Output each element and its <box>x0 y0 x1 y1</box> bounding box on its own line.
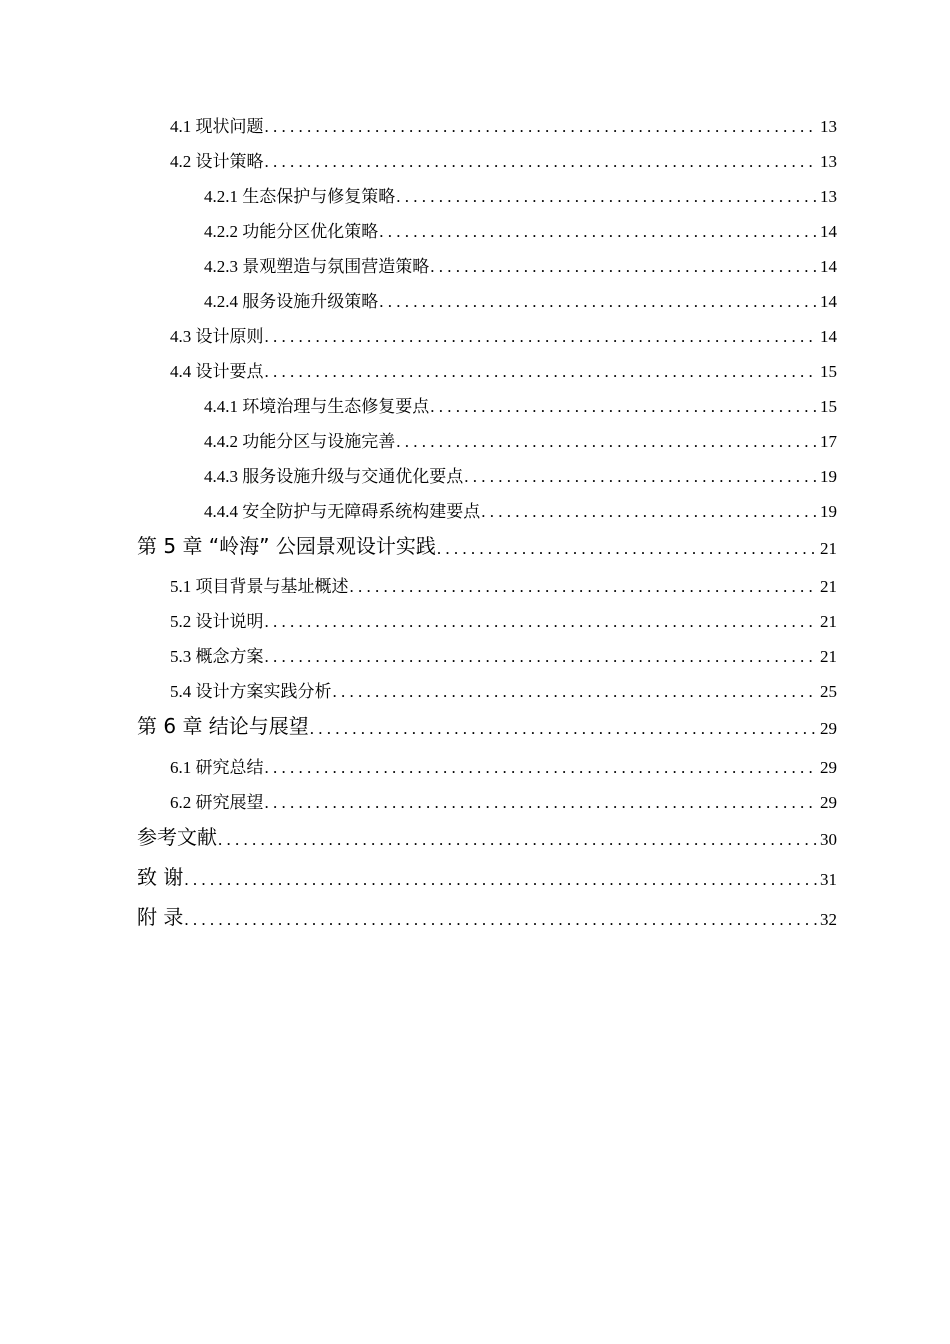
toc-entry-page-number: 13 <box>820 117 837 136</box>
dot-leader <box>333 682 819 704</box>
toc-entry-page-number: 29 <box>820 793 837 812</box>
toc-entry-4-2-3[interactable] <box>204 253 837 279</box>
toc-entry-page-number: 21 <box>820 612 837 631</box>
dot-leader <box>265 152 819 174</box>
toc-entry-page-number: 14 <box>820 257 837 276</box>
dot-leader <box>481 502 818 524</box>
toc-entry-4-4-3[interactable] <box>204 463 837 489</box>
toc-entry-page-number: 21 <box>820 539 837 558</box>
dot-leader <box>265 362 819 384</box>
toc-entry-4-4-4[interactable] <box>204 498 837 524</box>
toc-entry-title: 第 5 章 “岭海” 公园景观设计实践 <box>137 535 436 558</box>
toc-entry-acknowledgements[interactable] <box>137 866 837 892</box>
toc-entry-page-number: 21 <box>820 577 837 596</box>
toc-entry-page-number: 14 <box>820 222 837 241</box>
toc-entry-title: 4.1 现状问题 <box>170 117 264 136</box>
toc-entry-page-number: 15 <box>820 397 837 416</box>
toc-entry-title: 5.1 项目背景与基址概述 <box>170 577 349 596</box>
dot-leader <box>265 327 819 349</box>
toc-entry-page-number: 29 <box>820 758 837 777</box>
dot-leader <box>396 187 818 209</box>
toc-entry-title: 4.2.2 功能分区优化策略 <box>204 222 379 241</box>
dot-leader <box>265 117 819 139</box>
toc-entry-page-number: 29 <box>820 719 837 738</box>
toc-entry-page-number: 31 <box>820 870 837 889</box>
toc-entry-title: 参考文献 <box>137 826 217 849</box>
toc-entry-title: 4.3 设计原则 <box>170 327 264 346</box>
toc-entry-title: 6.1 研究总结 <box>170 758 264 777</box>
toc-entry-page-number: 14 <box>820 327 837 346</box>
toc-entry-page-number: 14 <box>820 292 837 311</box>
toc-entry-page-number: 25 <box>820 682 837 701</box>
dot-leader <box>430 397 818 419</box>
dot-leader <box>265 647 819 669</box>
toc-entry-4-1[interactable] <box>170 113 837 139</box>
toc-entry-page-number: 13 <box>820 152 837 171</box>
toc-entry-4-2-2[interactable] <box>204 218 837 244</box>
toc-entry-title: 致 谢 <box>137 866 184 889</box>
dot-leader <box>310 719 818 741</box>
toc-entry-title: 4.4 设计要点 <box>170 362 264 381</box>
toc-entry-title: 4.2.3 景观塑造与氛围营造策略 <box>204 257 430 276</box>
toc-entry-page-number: 21 <box>820 647 837 666</box>
dot-leader <box>379 222 818 244</box>
toc-entry-appendix[interactable] <box>137 906 837 932</box>
dot-leader <box>184 910 818 932</box>
toc-entry-4-4-2[interactable] <box>204 428 837 454</box>
dot-leader <box>430 257 818 279</box>
toc-entry-4-2-1[interactable] <box>204 183 837 209</box>
dot-leader <box>184 870 818 892</box>
dot-leader <box>396 432 818 454</box>
dot-leader <box>464 467 818 489</box>
dot-leader <box>350 577 819 599</box>
toc-entry-title: 6.2 研究展望 <box>170 793 264 812</box>
toc-entry-4-3[interactable] <box>170 323 837 349</box>
toc-entry-title: 4.4.1 环境治理与生态修复要点 <box>204 397 430 416</box>
toc-entry-chapter-6[interactable] <box>137 715 837 741</box>
toc-entry-6-1[interactable] <box>170 754 837 780</box>
toc-entry-page-number: 32 <box>820 910 837 929</box>
toc-entry-title: 5.2 设计说明 <box>170 612 264 631</box>
toc-entry-4-2[interactable] <box>170 148 837 174</box>
toc-entry-references[interactable] <box>137 826 837 852</box>
toc-entry-page-number: 15 <box>820 362 837 381</box>
toc-entry-page-number: 30 <box>820 830 837 849</box>
toc-entry-title: 附 录 <box>137 906 184 929</box>
toc-entry-page-number: 19 <box>820 502 837 521</box>
toc-entry-4-2-4[interactable] <box>204 288 837 314</box>
toc-entry-5-3[interactable] <box>170 643 837 669</box>
toc-entry-title: 4.2.1 生态保护与修复策略 <box>204 187 396 206</box>
toc-entry-title: 4.2 设计策略 <box>170 152 264 171</box>
dot-leader <box>265 793 819 815</box>
toc-entry-title: 5.3 概念方案 <box>170 647 264 666</box>
toc-entry-page-number: 17 <box>820 432 837 451</box>
dot-leader <box>218 830 818 852</box>
toc-entry-5-1[interactable] <box>170 573 837 599</box>
toc-entry-page-number: 13 <box>820 187 837 206</box>
toc-entry-4-4-1[interactable] <box>204 393 837 419</box>
dot-leader <box>379 292 818 314</box>
dot-leader <box>437 539 818 561</box>
toc-entry-title: 4.4.3 服务设施升级与交通优化要点 <box>204 467 464 486</box>
toc-entry-page-number: 19 <box>820 467 837 486</box>
toc-entry-6-2[interactable] <box>170 789 837 815</box>
toc-entry-5-4[interactable] <box>170 678 837 704</box>
toc-entry-title: 4.4.2 功能分区与设施完善 <box>204 432 396 451</box>
toc-entry-title: 4.4.4 安全防护与无障碍系统构建要点 <box>204 502 481 521</box>
dot-leader <box>265 758 819 780</box>
toc-entry-title: 第 6 章 结论与展望 <box>137 715 309 738</box>
toc-entry-4-4[interactable] <box>170 358 837 384</box>
toc-entry-title: 5.4 设计方案实践分析 <box>170 682 332 701</box>
toc-entry-title: 4.2.4 服务设施升级策略 <box>204 292 379 311</box>
toc-entry-chapter-5[interactable] <box>137 535 837 561</box>
dot-leader <box>265 612 819 634</box>
toc-entry-5-2[interactable] <box>170 608 837 634</box>
